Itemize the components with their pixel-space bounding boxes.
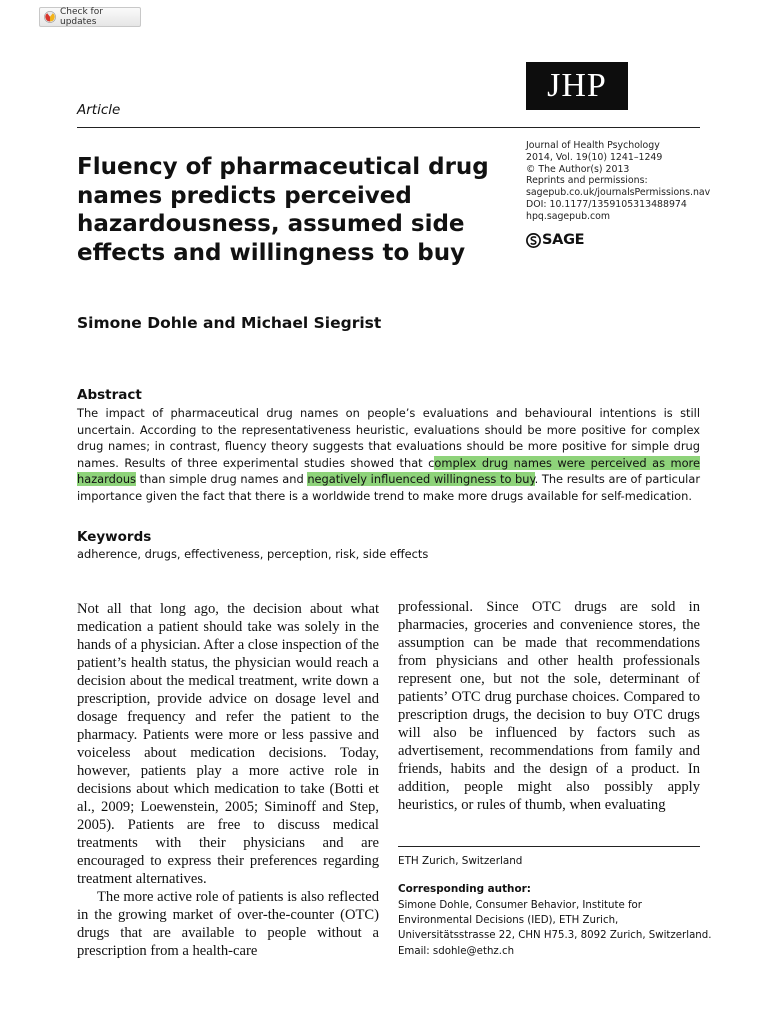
body-paragraph: professional. Since OTC drugs are sold in pharmacies, groceries and convenience stores, the assumption can be made that recommendations from physicians and other health professionals represent one, but not the sole, determinant of patients’ OTC drug purchase choices. Compared to prescription drugs, the decision to buy OTC drugs will also be influenced by factors such as advertisement, recommendations from family and friends, habits and the design of a product. In addition, people might also possibly apply heuristics, or rules of thumb, when evaluating: [398, 599, 700, 813]
highlight-annotation[interactable]: omplex drug names were perceived as more hazardous: [77, 455, 701, 487]
header-divider: [77, 127, 700, 128]
body-column-right: [398, 598, 700, 814]
article-type: Article: [77, 102, 121, 118]
publisher-logo: [526, 232, 584, 248]
article-authors: Simone Dohle and Michael Siegrist: [77, 314, 382, 332]
abstract-text-part: . The results are of particular importance given the fact that there is a worldwide trend to make more drugs available for self-medication.: [77, 472, 700, 503]
sage-swirl-icon: [526, 233, 541, 248]
body-paragraph: Not all that long ago, the decision about what medication a patient should take was solely in the hands of a physician. After a close inspection of the patient’s health status, the physician would reach a decision about the medical treatment, write down a prescription, provide advice on dosage level and dosage frequency and refer the patient to the pharmacy. Patients were more or less passive and voiceless about medication decisions. Today, however, patients play a more active role in decisions about which medication to take (Botti et al., 2009; Loewenstein, 2005; Siminoff and Step, 2005). Patients are free to discuss medical treatments with their physicians and are encouraged to express their preferences regarding treatment alternatives.: [77, 601, 379, 887]
abstract-text: [77, 405, 700, 505]
keywords-list: adherence, drugs, effectiveness, perception, risk, side effects: [77, 547, 429, 561]
abstract-heading: Abstract: [77, 387, 142, 403]
abstract-text-part: than simple drug names and: [136, 472, 308, 487]
article-title: Fluency of pharmaceutical drug names predicts perceived hazardousness, assumed side effects and willingness to buy: [77, 154, 489, 266]
journal-metadata: [526, 140, 711, 223]
corresponding-author-line: Environmental Decisions (IED), ETH Zurich,: [398, 915, 619, 927]
body-paragraph: The more active role of patients is also reflected in the growing market of over-the-counter (OTC) drugs that are available to people without a prescription from a health-care: [77, 889, 379, 959]
check-for-updates-label: Check for updates: [60, 7, 103, 27]
journal-logo: JHP: [526, 62, 628, 110]
journal-doi[interactable]: DOI: 10.1177/1359105313488974: [526, 198, 687, 210]
journal-volume: 2014, Vol. 19(10) 1241–1249: [526, 151, 663, 163]
author-affiliation: ETH Zurich, Switzerland: [398, 855, 523, 867]
check-for-updates-button[interactable]: [39, 7, 141, 27]
footnote-divider: [398, 846, 700, 847]
corresponding-author-line: Universitätsstrasse 22, CHN H75.3, 8092 Zurich, Switzerland.: [398, 930, 712, 942]
abstract-text-part: The impact of pharmaceutical drug names on people’s evaluations and behavioural intentions is still uncertain. According to the representativeness heuristic, evaluations should be more positive for complex drug names; in contrast, fluency theory suggests that evaluations should be more positive for simple drug names. Results of three experimental studies showed that c: [77, 406, 700, 470]
corresponding-author-email[interactable]: Email: sdohle@ethz.ch: [398, 945, 515, 957]
journal-permissions-link[interactable]: sagepub.co.uk/journalsPermissions.nav: [526, 187, 711, 199]
highlight-annotation[interactable]: negatively influenced willingness to buy: [307, 472, 535, 487]
journal-website-link[interactable]: hpq.sagepub.com: [526, 210, 611, 222]
keywords-heading: Keywords: [77, 529, 152, 545]
body-column-left: [77, 600, 379, 960]
journal-reprints-label: Reprints and permissions:: [526, 175, 648, 187]
corresponding-author-heading: Corresponding author:: [398, 883, 531, 895]
corresponding-author-details: [398, 898, 712, 959]
journal-copyright: © The Author(s) 2013: [526, 163, 630, 175]
corresponding-author-line: Simone Dohle, Consumer Behavior, Institute for: [398, 900, 642, 911]
publisher-name: SAGE: [542, 232, 585, 248]
crossmark-icon: [44, 11, 56, 23]
journal-name: Journal of Health Psychology: [526, 140, 660, 151]
